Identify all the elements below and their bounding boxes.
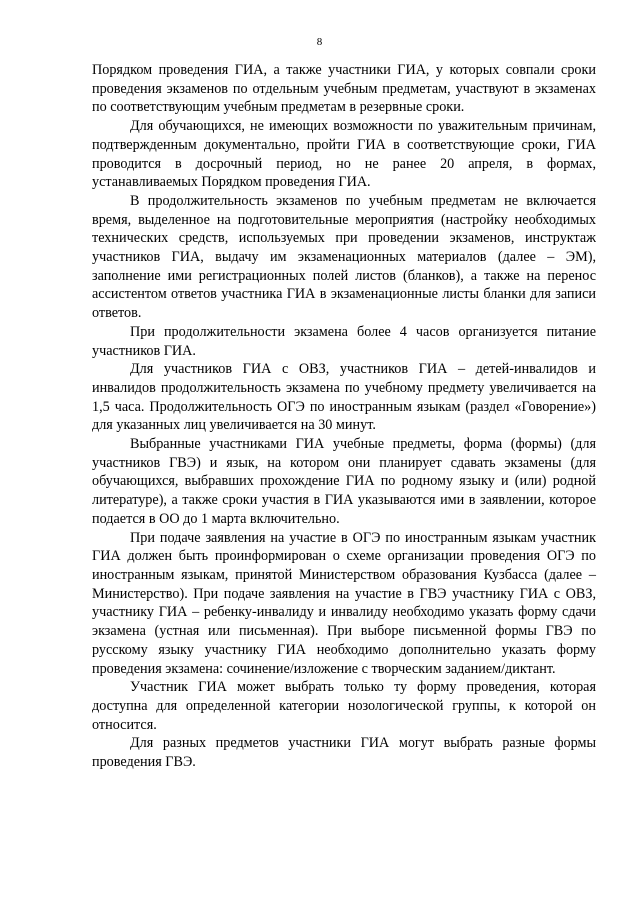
- paragraph-form-choice: Участник ГИА может выбрать только ту форму проведения, которая доступна для определенной категории нозологической группы, к которой он относится.: [92, 679, 596, 733]
- paragraph-meals: При продолжительности экзамена более 4 часов организуется питание участников ГИА.: [92, 323, 596, 359]
- paragraph-early-period: Для обучающихся, не имеющих возможности по уважительным причинам, подтвержденным документально, пройти ГИА в соответствующие сроки, ГИА проводится в досрочный период, но не ранее 20 апреля, в формах, устанавливаемых Порядком проведения ГИА.: [92, 118, 596, 191]
- page-number: 8: [316, 36, 323, 48]
- paragraph-exam-duration: В продолжительность экзаменов по учебным предметам не включается время, выделенное на подготовительные мероприятия (настройку необходимых технических средств, используемых при проведении экзаменов, инструктаж участников ГИА, выдачу им экзаменационных материалов (далее – ЭМ), заполнение ими регистрационных полей листов (бланков), а также на перенос ассистентом ответов участника ГИА в экзаменационные листы бланки для записи ответов.: [92, 192, 596, 322]
- paragraph-application: При подаче заявления на участие в ОГЭ по иностранным языкам участник ГИА должен быть проинформирован о схеме организации проведения ОГЭ по иностранным языкам, принятой Министерством образования Кузбасса (далее – Министерство). При подаче заявления на участие в ГВЭ участнику ГИА с ОВЗ, участнику ГИА – ребенку-инвалиду и инвалиду необходимо указать форму сдачи экзамена (устная или письменная). При выборе письменной формы ГВЭ по русскому языку участнику ГИА необходимо дополнительно указать форму проведения экзамена: сочинение/изложение с творческим заданием/диктант.: [92, 529, 596, 677]
- document-body: [92, 61, 596, 772]
- paragraph-subject-choice: Выбранные участниками ГИА учебные предметы, форма (формы) (для участников ГВЭ) и язык, на котором они планирует сдавать экзамены (для обучающихся, выбравших прохождение ГИА по родному языку и (или) родной литературе), а также сроки участия в ГИА указываются ими в заявлении, которое подается в ОО до 1 марта включительно.: [92, 436, 596, 527]
- paragraph-ovz-duration: Для участников ГИА с ОВЗ, участников ГИА – детей-инвалидов и инвалидов продолжительность экзамена по учебному предмету увеличивается на 1,5 часа. Продолжительность ОГЭ по иностранным языкам (раздел «Говорение») для указанных лиц увеличивается на 30 минут.: [92, 361, 596, 434]
- paragraph-continuation: Порядком проведения ГИА, а также участники ГИА, у которых совпали сроки проведения экзаменов по отдельным учебным предметам, участвуют в экзаменах по соответствующим учебным предметам в резервные сроки.: [92, 62, 596, 116]
- paragraph-different-forms: Для разных предметов участники ГИА могут выбрать разные формы проведения ГВЭ.: [92, 735, 596, 771]
